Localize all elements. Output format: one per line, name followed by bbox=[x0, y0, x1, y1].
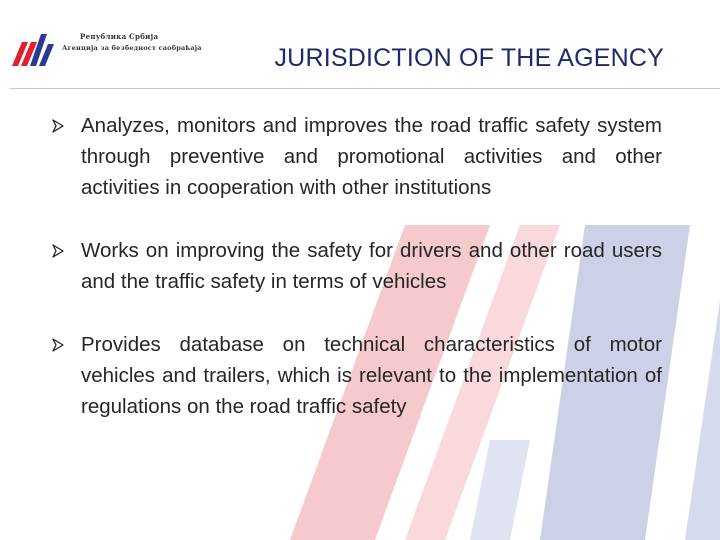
bullet-item bbox=[52, 235, 662, 297]
page-title: JURISDICTION OF THE AGENCY bbox=[274, 44, 664, 72]
bullet-text: Provides database on technical characteristics of motor vehicles and trailers, which is relevant to the implementation of regulations on the road traffic safety bbox=[81, 333, 662, 418]
arrowhead-icon bbox=[52, 119, 64, 133]
arrowhead-icon bbox=[52, 244, 64, 258]
bullet-item bbox=[52, 329, 662, 422]
arrowhead-icon bbox=[52, 338, 64, 352]
bullet-text: Works on improving the safety for drivers and other road users and the traffic safety in terms of vehicles bbox=[81, 239, 662, 293]
agency-logo-icon bbox=[10, 28, 56, 68]
bullet-list bbox=[52, 110, 662, 422]
bullet-item bbox=[52, 110, 662, 203]
bullet-text: Analyzes, monitors and improves the road traffic safety system through preventive and promotional activities and other activities in cooperation with other institutions bbox=[81, 114, 662, 199]
logo-agency-name: Агенција за безбедност саобраћаја bbox=[62, 44, 202, 52]
agency-logo-text bbox=[62, 32, 202, 52]
header-divider bbox=[10, 88, 720, 89]
agency-logo bbox=[10, 28, 210, 72]
logo-country-name: Република Србија bbox=[80, 32, 159, 41]
